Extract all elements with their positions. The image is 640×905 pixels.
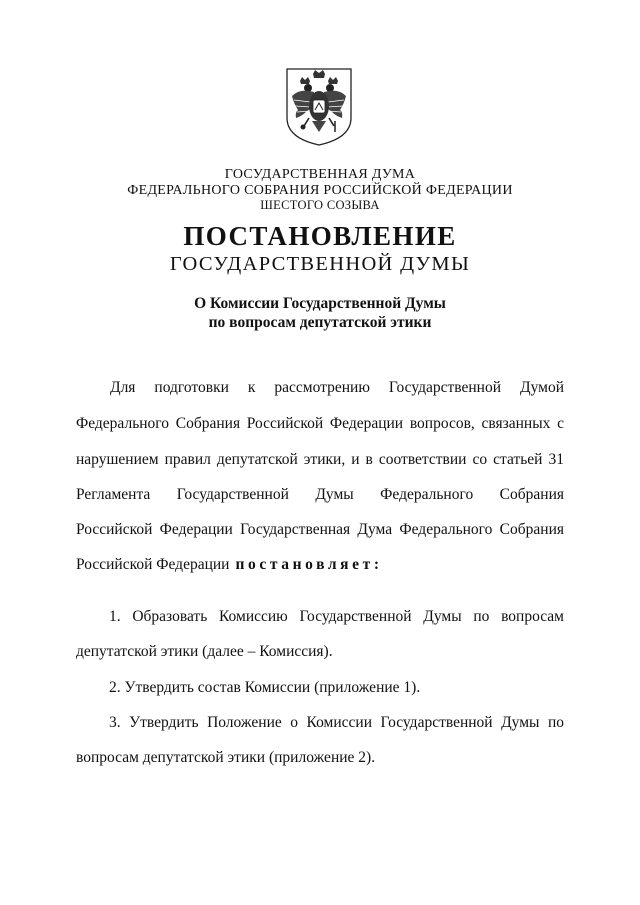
subject-line-2: по вопросам депутатской этики [208,314,432,331]
issuer-line-2: ФЕДЕРАЛЬНОГО СОБРАНИЯ РОССИЙСКОЙ ФЕДЕРАЦИИ [127,183,513,198]
document-title: ПОСТАНОВЛЕНИЕ [183,221,457,251]
preamble-line-2: Федерального Собрания Российской Федерации вопросов, связанных с [76,415,564,432]
issuer-line-1: ГОСУДАРСТВЕННАЯ ДУМА [224,167,416,182]
item-2: 2. Утвердить состав Комиссии (приложение 1). [109,679,421,696]
convocation-line: ШЕСТОГО СОЗЫВА [260,198,380,212]
preamble-line-3: нарушением правил депутатской этики, и в соответствии со статьей 31 [76,451,564,468]
preamble-line-6-text: Российской Федерации [76,556,230,573]
russian-coat-of-arms-icon [284,66,354,148]
document-subtitle: ГОСУДАРСТВЕННОЙ ДУМЫ [169,253,471,275]
preamble-line-1: Для подготовки к рассмотрению Государственной Думой [110,379,564,396]
preamble-line-4: Регламента Государственной Думы Федерального Собрания [76,486,564,503]
preamble-line-6 [76,555,564,575]
item-1-line-1: 1. Образовать Комиссию Государственной Думы по вопросам [109,608,564,625]
subject-line-1: О Комиссии Государственной Думы [194,295,446,312]
item-3-line-1: 3. Утвердить Положение о Комиссии Государственной Думы по [109,714,564,731]
item-1-line-2: депутатской этики (далее – Комиссия). [76,643,333,660]
preamble-line-5: Российской Федерации Государственная Дума Федерального Собрания [76,521,564,538]
decree-word: постановляет: [235,556,383,573]
item-3-line-2: вопросам депутатской этики (приложение 2). [76,749,376,766]
